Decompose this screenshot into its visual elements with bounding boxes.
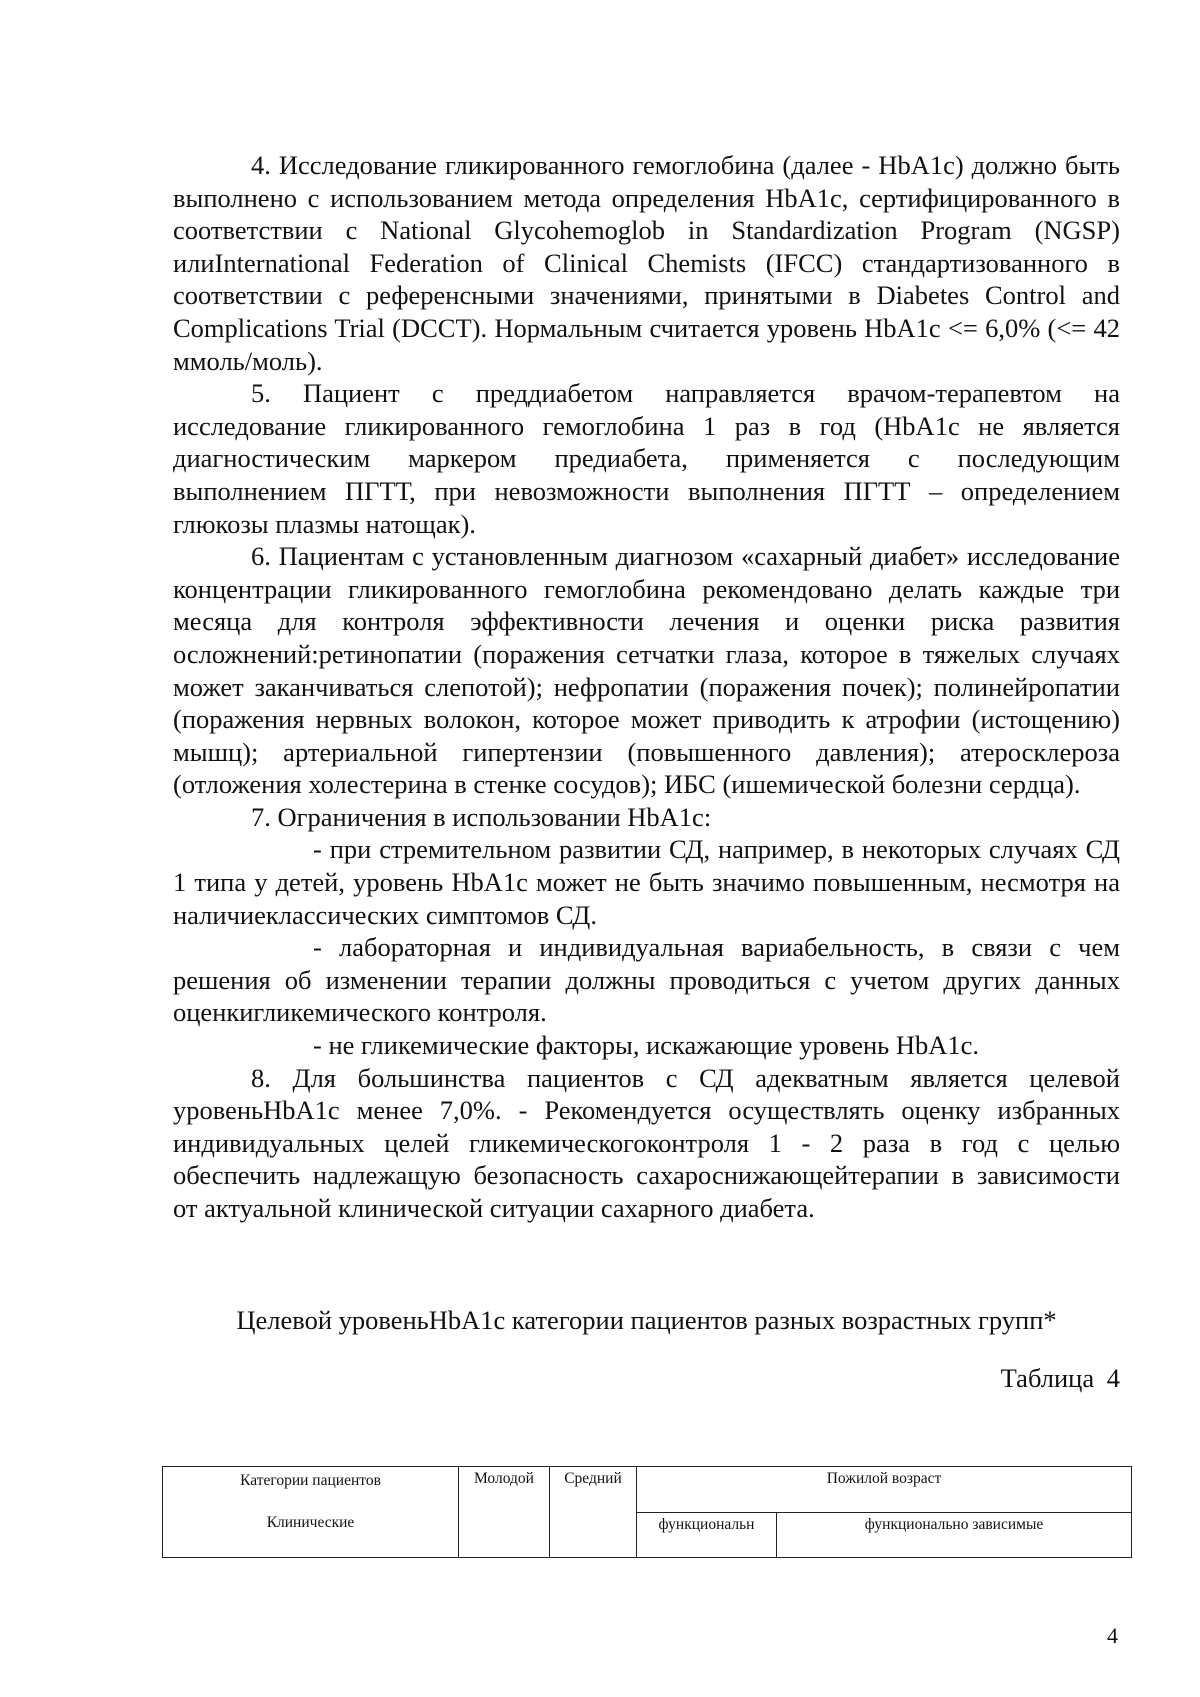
table-caption: Целевой уровеньHbA1c категории пациентов разных возрастных групп*	[236, 1305, 1057, 1335]
elderly-header: Пожилой возраст	[637, 1467, 1132, 1513]
limitation-3: - не гликемические факторы, искажающие уровень HbA1c.	[313, 1030, 980, 1061]
functional-header: функциональн	[637, 1512, 777, 1558]
target-hba1c-table	[162, 1466, 1132, 1558]
table-label: Таблица 4	[1000, 1363, 1120, 1393]
paragraph-5: 5. Пациент с преддиабетом направляется врачом-терапевтом на исследование гликированного гемоглобина 1 раз в год (HbA1c не является диагностическим маркером предиабета, применяется с последующим выполнением ПГТТ, при невозможности выполнения ПГТТ – определением глюкозы плазмы натощак).	[173, 378, 1120, 539]
dependent-header: функционально зависимые	[777, 1512, 1132, 1558]
categories-header	[163, 1467, 459, 1558]
middle-header: Средний	[550, 1467, 637, 1558]
young-header: Молодой	[459, 1467, 550, 1558]
paragraph-6: 6. Пациентам с установленным диагнозом «сахарный диабет» исследование концентрации гликированного гемоглобина рекомендовано делать каждые три месяца для контроля эффективности лечения и оценки риска развития осложнений:ретинопатии (поражения сетчатки глаза, которое в тяжелых случаях может заканчиваться слепотой); нефропатии (поражения почек); полинейропатии (поражения нервных волокон, которое может приводить к атрофии (истощению) мышц); артериальной гипертензии (повышенного давления); атеросклероза (отложения холестерина в стенке сосудов); ИБС (ишемической болезни сердца).	[173, 541, 1120, 800]
table-row	[163, 1467, 1132, 1513]
limitation-2: - лабораторная и индивидуальная вариабельность, в связи с чем решения об изменении терапии должны проводиться с учетом других данных оценкигликемического контроля.	[173, 932, 1120, 1028]
clinical-label: Клинические	[266, 1514, 355, 1531]
paragraph-4: 4. Исследование гликированного гемоглобина (далее - HbA1c) должно быть выполнено с использованием метода определения HbA1c, сертифицированного в соответствии с National Glycohemoglob in Standardization Program (NGSP) илиInternational Federation of Clinical Chemists (IFCC) стандартизованного в соответствии с референсными значениями, принятыми в Diabetes Control and Complications Trial (DCCT). Нормальным считается уровень HbA1c <= 6,0% (<= 42 ммоль/моль).	[173, 150, 1120, 376]
paragraph-8: 8. Для большинства пациентов с СД адекватным является целевой уровеньHbA1c менее 7,0%. - Рекомендуется осуществлять оценку избранных индивидуальных целей гликемическогоконтроля 1 - 2 раза в год с целью обеспечить надлежащую безопасность сахароснижающейтерапии в зависимости от актуальной клинической ситуации сахарного диабета.	[173, 1062, 1120, 1223]
page-number: 4	[1107, 1623, 1118, 1648]
body-text	[173, 149, 1120, 1225]
paragraph-7: 7. Ограничения в использовании HbA1c:	[251, 801, 712, 832]
categories-label: Категории пациентов	[240, 1472, 381, 1489]
limitation-1: - при стремительном развитии СД, например, в некоторых случаях СД 1 типа у детей, уровень HbA1c может не быть значимо повышенным, несмотря на наличиеклассических симптомов СД.	[173, 834, 1120, 930]
